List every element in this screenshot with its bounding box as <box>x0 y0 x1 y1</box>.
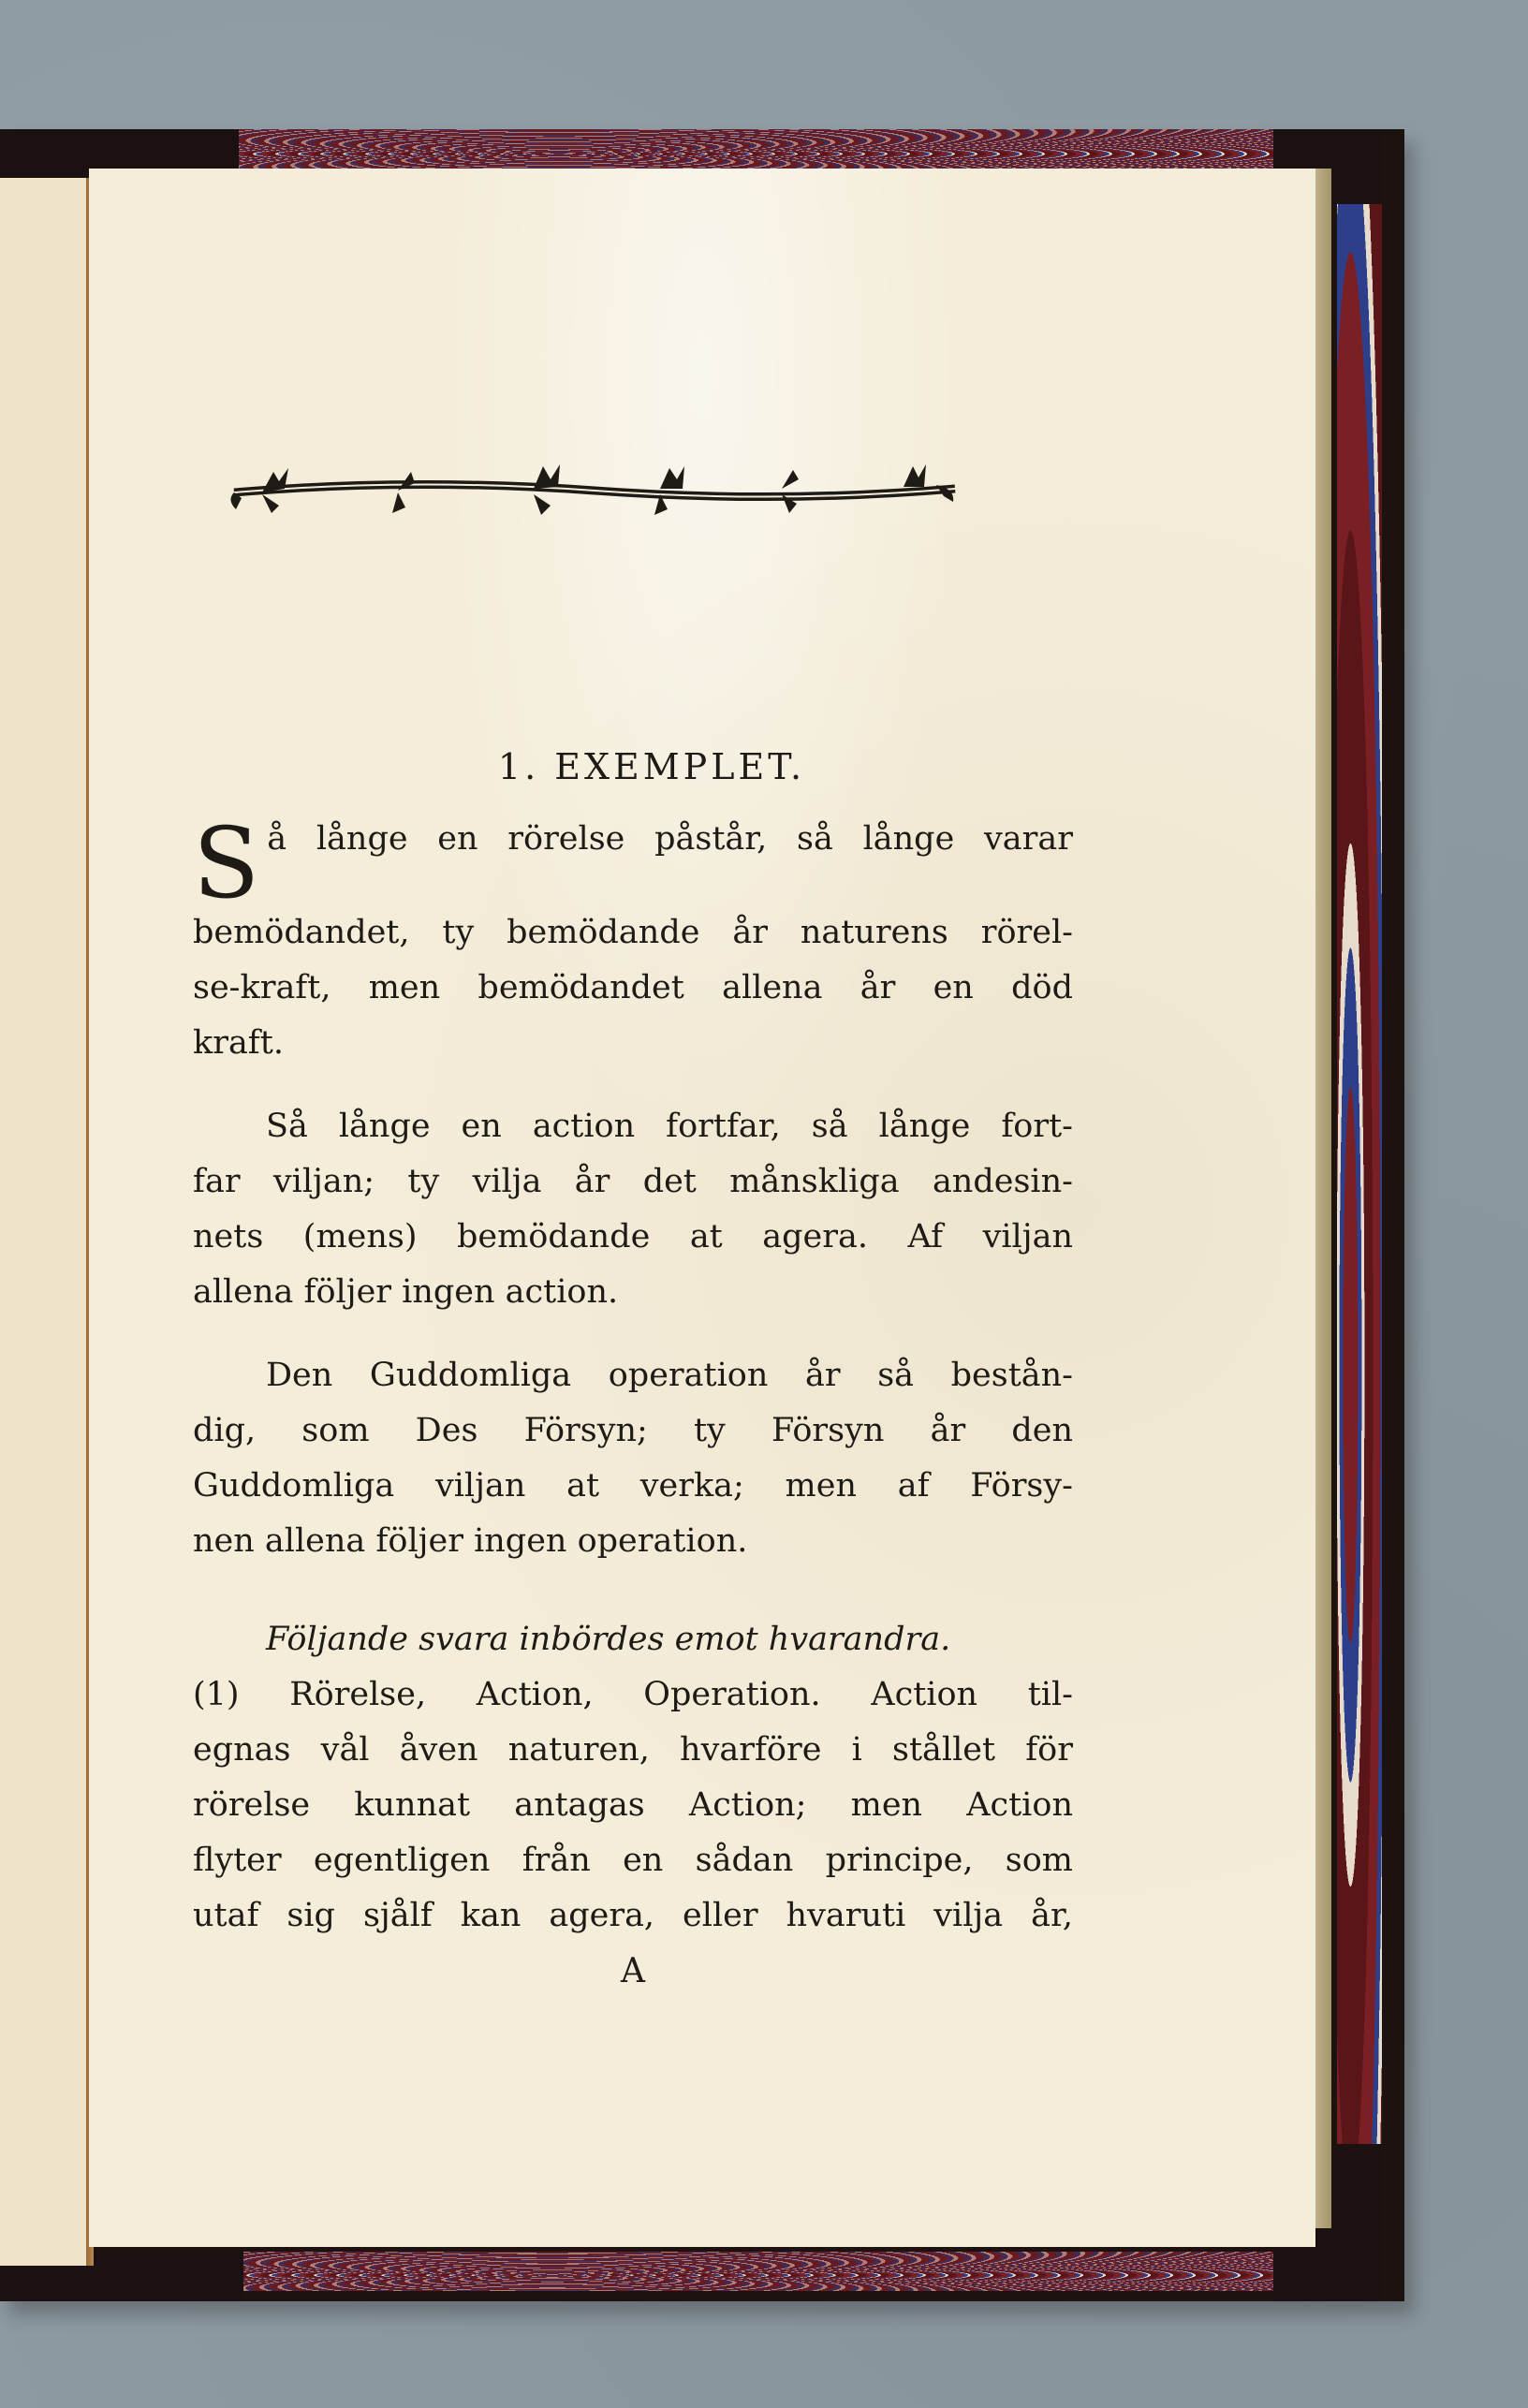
text-line: egnas vål åven naturen, hvarföre i stållet för <box>193 1731 1073 1769</box>
marbled-board-bottom <box>243 2252 1273 2291</box>
text-line: rörelse kunnat antagas Action; men Action <box>193 1786 1073 1824</box>
text-line: kraft. <box>193 1024 284 1062</box>
text-line: dig, som Des Försyn; ty Försyn år den <box>193 1412 1073 1449</box>
page-text <box>193 740 1073 1999</box>
text-line: utaf sig sjålf kan agera, eller hvaruti vilja år, <box>193 1897 1073 1934</box>
text-line: nen allena följer ingen operation. <box>193 1522 748 1560</box>
text-line: (1) Rörelse, Action, Operation. Action til- <box>193 1676 1073 1713</box>
marbled-board-top <box>239 129 1306 170</box>
text-line: far viljan; ty vilja år det månskliga andesin- <box>193 1163 1073 1200</box>
text-line: flyter egentligen från en sådan principe, som <box>193 1842 1073 1879</box>
text-line: Så långe en action fortfar, så långe fort- <box>266 1108 1073 1145</box>
chapter-heading: 1. EXEMPLET. <box>497 746 806 787</box>
paragraph-3 <box>193 1348 1073 1569</box>
marbled-board-right <box>1337 197 1382 2144</box>
text-line: nets (mens) bemödande at agera. Af viljan <box>193 1218 1073 1255</box>
left-page-edge <box>0 178 89 2266</box>
drop-cap: S <box>193 806 260 920</box>
text-line: allena följer ingen action. <box>193 1273 619 1311</box>
paragraph-1 <box>193 806 1073 1071</box>
vine-ornament-icon <box>225 457 964 522</box>
text-line: Den Guddomliga operation år så bestån- <box>266 1357 1073 1394</box>
text-line: å långe en rörelse påstår, så långe varar <box>267 820 1073 858</box>
text-line: Guddomliga viljan at verka; men af Försy- <box>193 1467 1073 1505</box>
footnote-title: Följande svara inbördes emot hvarandra. <box>266 1621 951 1658</box>
text-line: bemödandet, ty bemödande år naturens rörel- <box>193 914 1073 951</box>
paragraph-2 <box>193 1099 1073 1320</box>
footnote <box>193 1612 1073 1944</box>
text-line: se-kraft, men bemödandet allena år en död <box>193 969 1073 1006</box>
signature-mark: A <box>621 1952 645 1990</box>
